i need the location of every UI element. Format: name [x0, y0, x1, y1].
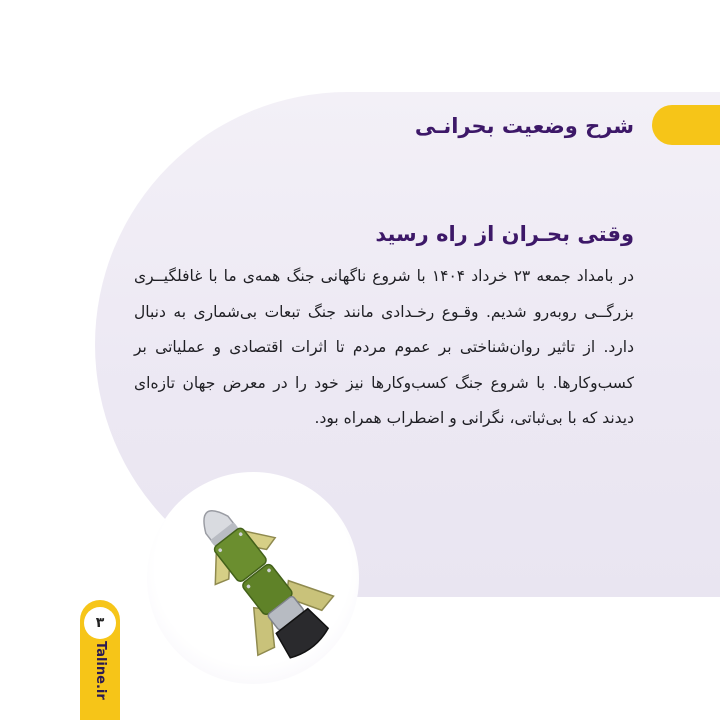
header-accent-bar	[652, 105, 720, 145]
section-body-text: در بامداد جمعه ۲۳ خرداد ۱۴۰۴ با شروع ناگهانی جنگ همه‌ی ما با غافلگیــری بزرگــی روبه‌رو شدیم. وقـوع رخـدادی مانند جنگ تبعات بی‌شماری به دنبال دارد. از تاثیر روان‌شناختی بر عموم مردم تا اثرات اقتصادی و عملیاتی بر کسب‌وکارها. با شروع جنگ کسب‌وکارها نیز خود را در معرض جهان تازه‌ای دیدند که با بی‌ثباتی، نگرانی و اضطراب همراه بود.	[134, 267, 634, 427]
rocket-icon	[150, 470, 370, 690]
page-number: ۳	[84, 607, 116, 639]
site-link[interactable]: Taline.ir	[93, 641, 108, 700]
page-title: شرح وضعیت بحرانـی	[414, 114, 634, 138]
section-heading: وقتی بحـران از راه رسید	[375, 222, 634, 246]
